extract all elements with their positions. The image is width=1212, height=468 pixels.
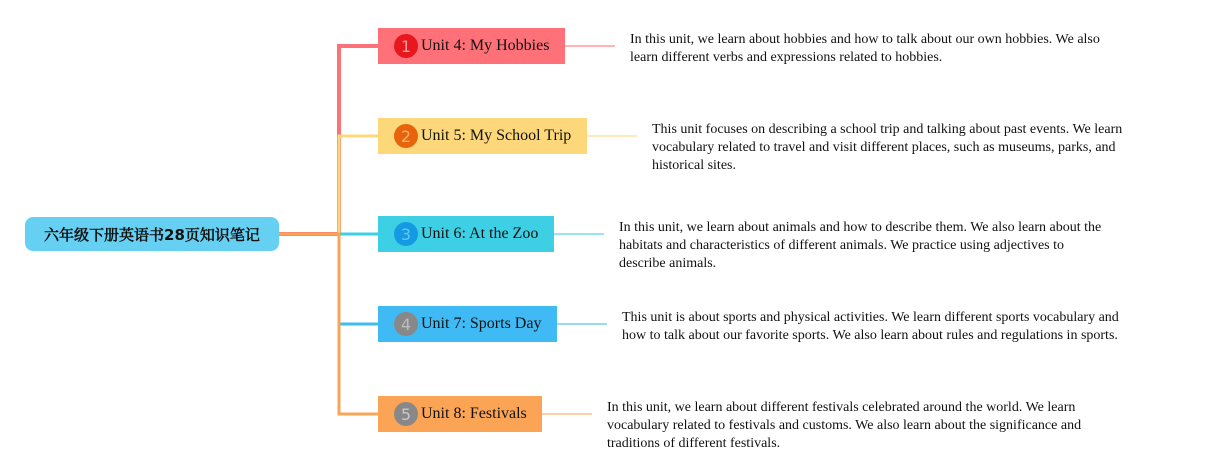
topic-unit-2[interactable]: [378, 118, 587, 154]
topic-label: Unit 6: At the Zoo: [421, 225, 539, 242]
topic-unit-3[interactable]: [378, 216, 554, 252]
topic-unit-1[interactable]: [378, 28, 565, 64]
topic-unit-4[interactable]: [378, 306, 557, 342]
number-badge: 1: [394, 34, 418, 58]
connector-2: [279, 136, 378, 234]
number-badge: 2: [394, 124, 418, 148]
number-badge: 5: [394, 402, 418, 426]
connector-4: [279, 234, 378, 324]
connector-1: [279, 46, 378, 234]
number-badge: 3: [394, 222, 418, 246]
number-badge: 4: [394, 312, 418, 336]
topic-label: Unit 7: Sports Day: [421, 315, 542, 332]
description-unit-4: This unit is about sports and physical activities. We learn different sports vocabulary and how to talk about our favorite sports. We also learn about rules and regulations in sports.: [622, 310, 1119, 343]
topic-label: Unit 4: My Hobbies: [421, 37, 550, 54]
description-unit-2: This unit focuses on describing a school trip and talking about past events. We learn vocabulary related to travel and visit different places, such as museums, parks, and historical sites.: [652, 122, 1123, 173]
topic-label: Unit 8: Festivals: [421, 405, 527, 422]
description-unit-1: In this unit, we learn about hobbies and how to talk about our own hobbies. We also learn different verbs and expressions related to hobbies.: [630, 32, 1100, 65]
description-unit-5: In this unit, we learn about different festivals celebrated around the world. We learn vocabulary related to festivals and customs. We also learn about the significance and traditions of different festivals.: [607, 400, 1082, 451]
topic-unit-5[interactable]: [378, 396, 542, 432]
root-topic[interactable]: 六年级下册英语书28页知识笔记: [25, 217, 279, 251]
topic-label: Unit 5: My School Trip: [421, 127, 572, 144]
description-unit-3: In this unit, we learn about animals and how to describe them. We also learn about the habitats and characteristics of different animals. We practice using adjectives to describe animals.: [619, 220, 1102, 271]
